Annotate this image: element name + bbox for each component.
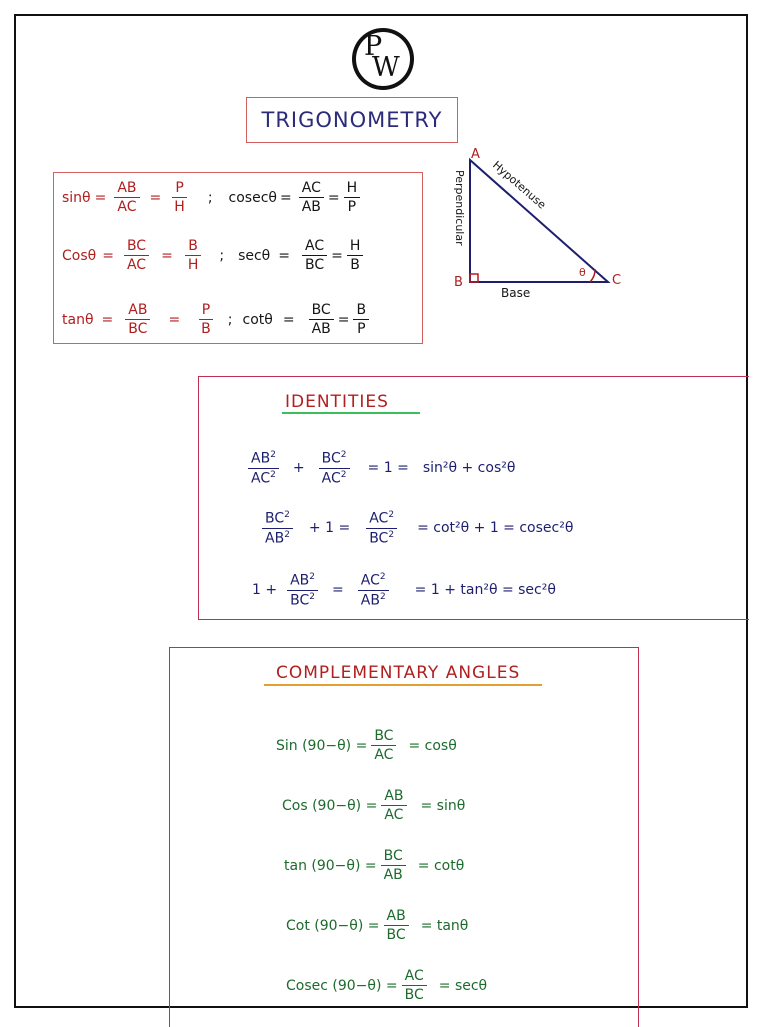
fraction (262, 510, 293, 547)
numerator: H (347, 238, 364, 256)
term: AB (290, 572, 310, 589)
equals-sign: = (161, 247, 173, 264)
numerator: BC (381, 848, 406, 866)
denominator: P (357, 321, 366, 338)
denominator: AC (126, 257, 147, 274)
numerator: AC (302, 238, 327, 256)
perpendicular-label: Perpendicular (453, 170, 466, 246)
angle-theta-label: θ (579, 266, 586, 279)
denominator: AC (117, 199, 137, 216)
fraction (299, 180, 324, 215)
comp-lhs: Sin (90−θ) = (276, 737, 368, 754)
ratio-row-sin (62, 180, 364, 215)
denominator: AC (374, 747, 394, 764)
equals-sign: = (102, 247, 114, 264)
fraction (124, 238, 149, 273)
term: AC (369, 510, 389, 527)
fraction (114, 180, 139, 215)
numerator: $BC^2$ (262, 510, 293, 529)
title-box (246, 97, 458, 143)
denominator: B (350, 257, 360, 274)
ratio-lhs: tanθ (62, 311, 94, 328)
denominator: H (174, 199, 185, 216)
numerator: AB (384, 908, 409, 926)
fraction (344, 180, 361, 215)
fraction (353, 302, 369, 337)
base-label: Base (501, 286, 531, 300)
fraction (198, 302, 214, 337)
vertex-b-label: B (454, 275, 463, 290)
fraction (381, 788, 406, 823)
ratio-lhs: secθ (238, 247, 271, 264)
term: AC (251, 470, 271, 487)
equals-sign: = (332, 582, 344, 599)
logo-letter-w: W (372, 52, 400, 83)
numerator: AC (299, 180, 324, 198)
ratio-lhs: Cosθ (62, 247, 97, 264)
complementary-line-cosec (286, 968, 487, 1003)
fraction (125, 302, 150, 337)
fraction (248, 450, 279, 487)
comp-rhs: = cotθ (417, 857, 465, 874)
identity-line-3 (252, 572, 556, 609)
fraction (381, 848, 406, 883)
fraction (287, 572, 318, 609)
page-title: TRIGONOMETRY (261, 108, 443, 132)
numerator: $AB^2$ (248, 450, 279, 469)
comp-lhs: Cos (90−θ) = (282, 797, 378, 814)
numerator: P (199, 302, 213, 320)
equals-one: = 1 = (367, 460, 409, 477)
denominator: AB (383, 867, 403, 884)
term: AC (360, 572, 380, 589)
term: BC (265, 510, 285, 527)
fraction (171, 180, 188, 215)
equals-sign: = (278, 247, 290, 264)
ratio-lhs: cotθ (242, 311, 273, 328)
numerator: BC (124, 238, 149, 256)
numerator: $AC^2$ (358, 572, 389, 591)
identity-result: = 1 + tan²θ = sec²θ (414, 582, 556, 599)
denominator: BC (304, 257, 325, 274)
denominator: AC (384, 807, 404, 824)
hypotenuse-label: Hypotenuse (490, 158, 549, 212)
complementary-line-sin (276, 728, 457, 763)
identity-result: = cot²θ + 1 = cosec²θ (417, 520, 574, 537)
denominator: BC (386, 927, 406, 944)
denominator: H (187, 257, 199, 274)
numerator: $AB^2$ (287, 572, 318, 591)
equals-sign: = (282, 311, 295, 328)
fraction (384, 908, 409, 943)
numerator: AB (125, 302, 150, 320)
fraction (319, 450, 350, 487)
ratio-lhs: sinθ (62, 189, 91, 206)
comp-rhs: = sinθ (420, 797, 466, 814)
right-triangle-diagram (446, 140, 626, 300)
denominator: AB (301, 199, 321, 216)
term: AC (321, 470, 341, 487)
denominator: P (347, 199, 357, 216)
term: BC (290, 592, 310, 609)
right-angle-mark (470, 274, 478, 282)
separator: ; (227, 311, 233, 328)
denominator: BC (128, 321, 148, 338)
denominator: BC (404, 987, 424, 1004)
denominator: $AB^2$ (265, 529, 290, 547)
complementary-line-cos (282, 788, 465, 823)
fraction (347, 238, 364, 273)
fraction (302, 238, 327, 273)
triangle-shape (470, 160, 608, 282)
complementary-heading: COMPLEMENTARY ANGLES (276, 663, 521, 683)
identity-line-1 (244, 450, 515, 487)
comp-rhs: = cosθ (408, 737, 457, 754)
equals-sign: = (331, 247, 343, 264)
comp-lhs: Cosec (90−θ) = (286, 977, 398, 994)
numerator: P (172, 180, 186, 198)
term: BC (321, 450, 341, 467)
numerator: BC (371, 728, 396, 746)
denominator: $AB^2$ (360, 591, 386, 609)
complementary-line-cot (286, 908, 468, 943)
fraction (185, 238, 202, 273)
equals-sign: = (337, 311, 350, 328)
numerator: BC (309, 302, 334, 320)
identities-heading: IDENTITIES (285, 392, 389, 412)
numerator: AB (114, 180, 139, 198)
fraction (366, 510, 397, 547)
separator: ; (219, 247, 225, 264)
complementary-underline (264, 684, 542, 686)
one-plus: 1 + (252, 582, 278, 599)
denominator: $AC^2$ (251, 469, 276, 487)
comp-rhs: = tanθ (420, 917, 469, 934)
denominator: AB (311, 321, 331, 338)
numerator: AB (381, 788, 406, 806)
denominator: $BC^2$ (369, 529, 395, 547)
equals-sign: = (94, 189, 107, 206)
numerator: H (344, 180, 361, 198)
numerator: AC (402, 968, 427, 986)
comp-lhs: tan (90−θ) = (284, 857, 377, 874)
vertex-c-label: C (612, 273, 622, 288)
equals-sign: = (279, 189, 292, 206)
angle-arc (590, 269, 595, 282)
identity-line-2 (258, 510, 573, 547)
numerator: $BC^2$ (319, 450, 350, 469)
term: AB (265, 530, 285, 547)
plus-one-equals: + 1 = (308, 520, 351, 537)
identities-underline (282, 412, 420, 414)
identity-result: sin²θ + cos²θ (422, 460, 516, 477)
logo-letter-p: P (364, 31, 383, 62)
term: AB (360, 592, 380, 609)
complementary-line-tan (284, 848, 464, 883)
denominator: $BC^2$ (290, 591, 315, 609)
vertex-a-label: A (471, 147, 480, 162)
term: BC (369, 530, 389, 547)
equals-sign: = (149, 189, 162, 206)
ratio-row-cos (62, 238, 367, 273)
fraction (402, 968, 427, 1003)
term: AB (251, 450, 271, 467)
numerator: $AC^2$ (366, 510, 397, 529)
fraction (371, 728, 396, 763)
numerator: B (185, 238, 201, 256)
denominator: $AC^2$ (321, 469, 347, 487)
numerator: B (353, 302, 369, 320)
plus-sign: + (292, 460, 305, 477)
fraction (358, 572, 389, 609)
comp-rhs: = secθ (438, 977, 488, 994)
ratio-row-tan (62, 302, 373, 337)
comp-lhs: Cot (90−θ) = (286, 917, 380, 934)
separator: ; (207, 189, 213, 206)
fraction (309, 302, 334, 337)
denominator: B (201, 321, 211, 338)
equals-sign: = (327, 189, 340, 206)
ratio-lhs: cosecθ (228, 189, 277, 206)
pw-logo (352, 28, 414, 90)
equals-sign: = (101, 311, 114, 328)
equals-sign: = (168, 311, 181, 328)
